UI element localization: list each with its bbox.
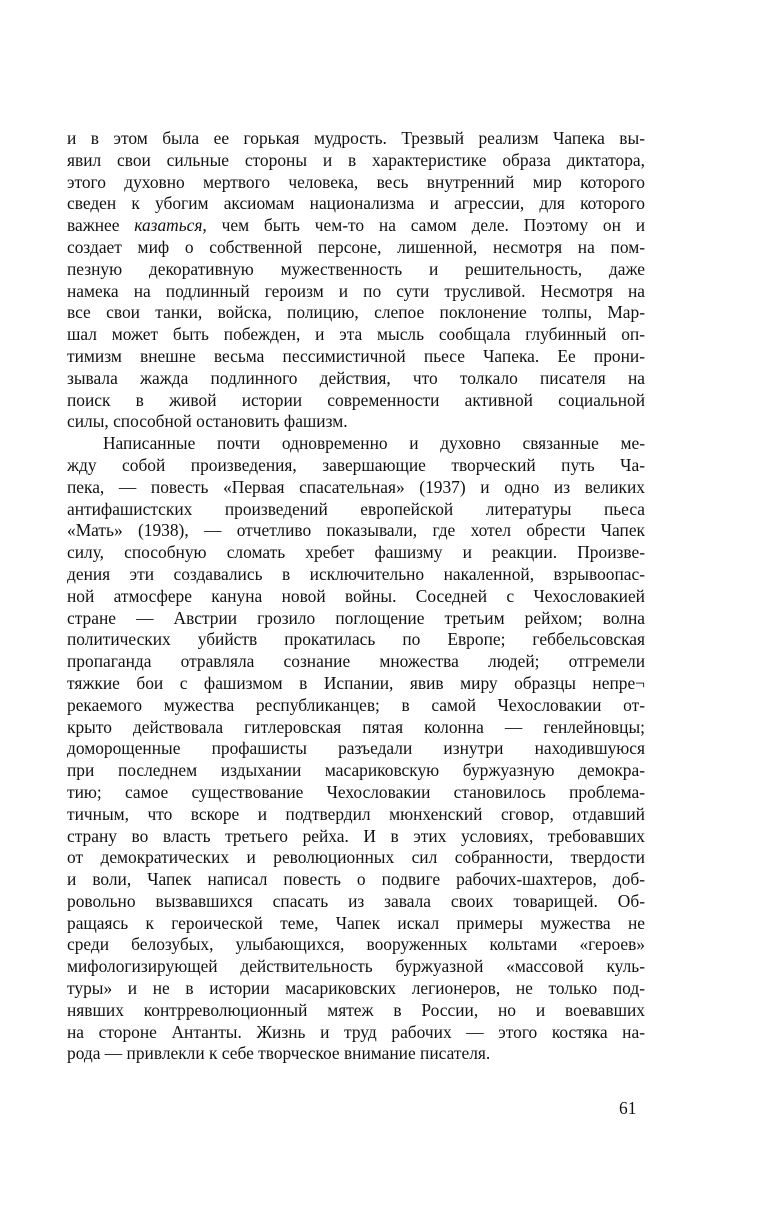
text-line: рода — привлекли к себе творческое внимание писателя.: [67, 1043, 491, 1064]
text-line: ной атмосфере кануна новой войны. Соседней с Чехословакией: [67, 585, 645, 606]
text-line: тимизм внешне весьма пессимистичной пьесе Чапека. Ее прони-: [67, 345, 645, 366]
text-line: на стороне Антанты. Жизнь и труд рабочих — этого костяка на-: [67, 1021, 645, 1042]
text-line: [67, 215, 645, 237]
text-line: Написанные почти одновременно и духовно связанные ме-: [103, 433, 645, 454]
text-line: зывала жажда подлинного действия, что толкало писателя на: [67, 367, 645, 388]
text-line: крыто действовала гитлеровская пятая колонна — генлейновцы;: [67, 716, 645, 737]
text-line: этого духовно мертвого человека, весь внутренний мир которого: [67, 171, 645, 192]
text-line: мифологизирующей действительность буржуазной «массовой куль-: [67, 956, 645, 977]
text-line: от демократических и революционных сил собранности, твердости: [67, 847, 645, 868]
text-line: пека, — повесть «Первая спасательная» (1937) и одно из великих: [67, 476, 645, 497]
text-line: тяжкие бои с фашизмом в Испании, явив миру образцы непре¬: [67, 672, 645, 693]
text-line: антифашистских произведений европейской литературы пьеса: [67, 498, 645, 519]
text-line: дения эти создавались в исключительно накаленной, взрывоопас-: [67, 563, 645, 584]
text-line: среди белозубых, улыбающихся, вооруженных кольтами «героев»: [67, 934, 645, 955]
text-line: пропаганда отравляла сознание множества людей; отгремели: [67, 651, 645, 672]
text-line: пезную декоративную мужественность и решительность, даже: [67, 258, 645, 279]
text-line: все свои танки, войска, полицию, слепое поклонение толпы, Мар-: [67, 302, 645, 323]
body-text: [67, 128, 645, 1065]
text-line: явил свои сильные стороны и в характеристике образа диктатора,: [67, 149, 645, 170]
text-line: поиск в живой истории современности активной социальной: [67, 389, 645, 410]
text-line: и воли, Чапек написал повесть о подвиге рабочих-шахтеров, доб-: [67, 869, 645, 890]
text-line: нявших контрреволюционный мятеж в России, но и воевавших: [67, 999, 645, 1020]
text-line: тию; самое существование Чехословакии становилось проблема-: [67, 781, 645, 802]
text-line: шал может быть побежден, и эта мысль сообщала глубинный оп-: [67, 324, 645, 345]
text-line: туры» и не в истории масариковских легионеров, не только под-: [67, 978, 645, 999]
text-line: страну во власть третьего рейха. И в этих условиях, требовавших: [67, 825, 645, 846]
text-fragment: чем быть чем-то на самом деле. Поэтому он и: [206, 215, 645, 236]
text-line: при последнем издыхании масариковскую буржуазную демокра-: [67, 760, 645, 781]
text-line: жду собой произведения, завершающие творческий путь Ча-: [67, 454, 645, 475]
text-line: ровольно вызвавшихся спасать из завала своих товарищей. Об-: [67, 890, 645, 911]
italic-word: казаться,: [134, 215, 207, 236]
text-line: тичным, что вскоре и подтвердил мюнхенский сговор, отдавший: [67, 803, 645, 824]
text-line: сведен к убогим аксиомам национализма и агрессии, для которого: [67, 193, 645, 214]
text-line: создает миф о собственной персоне, лишенной, несмотря на пом-: [67, 236, 645, 257]
text-fragment: важнее: [67, 215, 135, 236]
text-line: силу, способную сломать хребет фашизму и реакции. Произве-: [67, 542, 645, 563]
text-line: ращаясь к героической теме, Чапек искал примеры мужества не: [67, 912, 645, 933]
text-line: и в этом была ее горькая мудрость. Трезвый реализм Чапека вы-: [67, 128, 645, 148]
text-line: политических убийств прокатилась по Европе; геббельсовская: [67, 629, 645, 650]
page-number: 61: [619, 1098, 637, 1118]
text-line: «Мать» (1938), — отчетливо показывали, где хотел обрести Чапек: [67, 520, 645, 541]
text-line: доморощенные профашисты разъедали изнутри находившуюся: [67, 738, 645, 759]
text-line: силы, способной остановить фашизм.: [67, 411, 348, 432]
text-line: рекаемого мужества республиканцев; в самой Чехословакии от-: [67, 694, 645, 715]
text-line: намека на подлинный героизм и по сути трусливой. Несмотря на: [67, 280, 645, 301]
text-line: стране — Австрии грозило поглощение третьим рейхом; волна: [67, 607, 645, 628]
